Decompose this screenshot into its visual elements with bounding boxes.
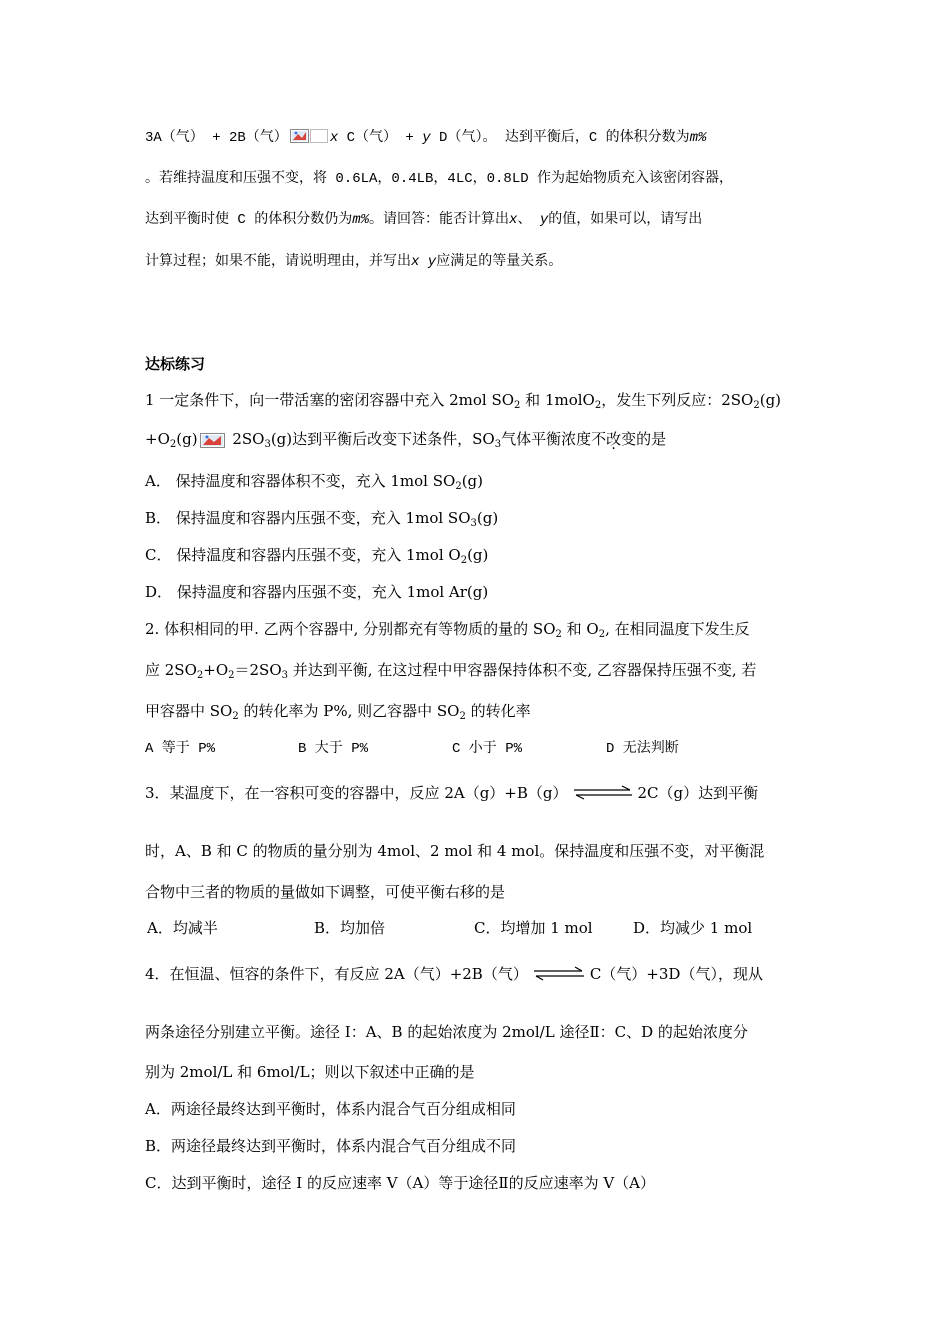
var-x: x bbox=[509, 212, 518, 228]
text-span: ＝2SO bbox=[234, 661, 282, 679]
intro-line-1 bbox=[145, 128, 706, 148]
q3-stem-line-3: 合物中三者的物质的量做如下调整，可使平衡右移的是 bbox=[145, 883, 506, 901]
reversible-arrow-icon bbox=[572, 784, 634, 805]
text-span: , 在相同温度下发生反 bbox=[605, 620, 750, 638]
var-m-percent: m% bbox=[689, 130, 707, 146]
subscript: 2 bbox=[196, 670, 204, 681]
text-span: 并达到平衡, 在这过程中甲容器保持体积不变, 乙容器保持压强不变, 若 bbox=[288, 661, 757, 679]
q4-option-a: A．两途径最终达到平衡时，体系内混合气百分组成相同 bbox=[145, 1100, 516, 1118]
text-span: 3A（气） + 2B（气） bbox=[145, 130, 288, 146]
q4-option-c: C．达到平衡时，途径 I 的反应速率 V（A）等于途径Ⅱ的反应速率为 V（A） bbox=[145, 1174, 656, 1192]
q1-option-c bbox=[145, 545, 488, 565]
section-title: 达标练习 bbox=[145, 355, 206, 373]
text-span: (g) bbox=[461, 472, 483, 490]
text-span: 。请回答：能否计算出 bbox=[369, 212, 510, 228]
text-span: A． 保持温度和容器体积不变，充入 1mol SO bbox=[145, 472, 456, 490]
q1-option-d: D． 保持温度和容器内压强不变，充入 1mol Ar(g) bbox=[145, 583, 489, 601]
text-span: B． 保持温度和容器内压强不变，充入 1mol SO bbox=[145, 509, 471, 527]
intro-line-4 bbox=[145, 252, 562, 272]
text-span: +O bbox=[203, 661, 229, 679]
text-span: 达到平衡时使 C 的体积分数仍为 bbox=[145, 212, 353, 228]
subscript: 3 bbox=[281, 670, 289, 681]
text-span: +O bbox=[145, 430, 170, 448]
q1-stem-line-2 bbox=[145, 429, 666, 449]
q2-stem-line-2 bbox=[145, 660, 756, 680]
subscript: 2 bbox=[460, 555, 468, 566]
text-span: 的转化率为 P%, 则乙容器中 SO bbox=[238, 702, 460, 720]
text-span: 3．某温度下，在一容积可变的容器中，反应 2A（g）+B（g） bbox=[145, 784, 568, 802]
text-span: 计算过程；如果不能，请说明理由，并写出 bbox=[145, 254, 411, 270]
broken-image-icon bbox=[200, 432, 226, 446]
subscript: 3 bbox=[470, 518, 477, 529]
var-y: y bbox=[539, 212, 549, 228]
q3-option-c: C．均增加 1 mol bbox=[474, 919, 593, 937]
text-span: (g)达到平衡后改变下述条件，SO bbox=[270, 430, 495, 448]
text-span: 的值，如果可以，请写出 bbox=[548, 212, 703, 228]
text-span: 4．在恒温、恒容的条件下，有反应 2A（气）+2B（气） bbox=[145, 965, 528, 983]
q4-stem-line-2: 两条途径分别建立平衡。途径 I：A、B 的起始浓度为 2mol/L 途径Ⅱ：C、D 的起始浓度分 bbox=[145, 1023, 748, 1041]
text-span: 甲容器中 SO bbox=[145, 702, 233, 720]
q4-option-b: B．两途径最终达到平衡时，体系内混合气百分组成不同 bbox=[145, 1137, 517, 1155]
q1-option-b bbox=[145, 508, 498, 528]
q2-option-d: D 无法判断 bbox=[606, 741, 679, 757]
subscript: 3 bbox=[494, 439, 502, 450]
q3-option-b: B．均加倍 bbox=[314, 919, 386, 937]
text-span: 应满足的等量关系。 bbox=[436, 254, 563, 270]
text-span: C（气） + bbox=[338, 130, 423, 146]
text-span: 2C（g）达到平衡 bbox=[637, 784, 759, 802]
var-xy: x y bbox=[411, 254, 437, 270]
q2-option-a: A 等于 P% bbox=[145, 741, 216, 757]
emphasis-dotted-text: 不改变 bbox=[591, 430, 637, 448]
text-span: (g) bbox=[759, 391, 782, 409]
var-x: x bbox=[329, 130, 339, 146]
text-span: 1 一定条件下，向一带活塞的密闭容器中充入 2mol SO bbox=[145, 391, 515, 409]
text-span: D（气）。 达到平衡后，C 的体积分数为 bbox=[430, 130, 690, 146]
text-span: 、 bbox=[517, 212, 540, 228]
subscript: 2 bbox=[232, 711, 239, 722]
text-span: (g) bbox=[476, 509, 499, 527]
subscript: 2 bbox=[598, 629, 606, 640]
q3-stem-line-2: 时，A、B 和 C 的物质的量分别为 4mol、2 mol 和 4 mol。保持温度和压强不变，对平衡混 bbox=[145, 842, 765, 860]
text-span: 的转化率 bbox=[465, 702, 531, 720]
var-m-percent: m% bbox=[352, 212, 370, 228]
text-span: 2. 体积相同的甲. 乙两个容器中, 分别都充有等物质的量的 SO bbox=[145, 620, 556, 638]
reversible-arrow-icon bbox=[532, 965, 586, 986]
q4-stem-line-3: 别为 2mol/L 和 6mol/L；则以下叙述中正确的是 bbox=[145, 1063, 475, 1081]
broken-image-icon bbox=[290, 129, 328, 143]
subscript: 2 bbox=[555, 629, 562, 640]
text-span: C（气）+3D（气），现从 bbox=[589, 965, 763, 983]
text-span: (g) bbox=[176, 430, 198, 448]
q3-stem-line-1 bbox=[145, 783, 758, 805]
subscript: 2 bbox=[455, 481, 462, 492]
intro-line-3 bbox=[145, 210, 702, 230]
var-y: y bbox=[422, 130, 431, 146]
text-span: 应 2SO bbox=[145, 661, 197, 679]
subscript: 2 bbox=[594, 400, 602, 411]
q3-option-d: D．均减少 1 mol bbox=[633, 919, 753, 937]
text-span: C． 保持温度和容器内压强不变，充入 1mol O bbox=[145, 546, 461, 564]
q1-option-a bbox=[145, 471, 483, 491]
q1-stem-line-1 bbox=[145, 390, 781, 410]
intro-line-2: 。若维持温度和压强不变，将 0.6LA，0.4LB，4LC，0.8LD 作为起始物质充入该密闭容器， bbox=[145, 171, 734, 187]
subscript: 2 bbox=[459, 711, 466, 722]
subscript: 3 bbox=[264, 439, 271, 450]
subscript: 2 bbox=[169, 439, 177, 450]
q4-stem-line-1 bbox=[145, 964, 763, 986]
subscript: 2 bbox=[514, 400, 521, 411]
text-span: 气体平衡浓度 bbox=[501, 430, 592, 448]
subscript: 2 bbox=[228, 670, 235, 681]
q3-option-a: A．均减半 bbox=[147, 919, 218, 937]
text-span: 和 1molO bbox=[520, 391, 595, 409]
text-span: 和 O bbox=[561, 620, 599, 638]
q2-stem-line-1 bbox=[145, 619, 750, 639]
q2-option-c: C 小于 P% bbox=[452, 741, 523, 757]
text-span: ，发生下列反应：2SO bbox=[601, 391, 754, 409]
text-span: 2SO bbox=[227, 430, 265, 448]
subscript: 2 bbox=[753, 400, 760, 411]
q2-option-b: B 大于 P% bbox=[298, 741, 369, 757]
text-span: (g) bbox=[467, 546, 489, 564]
q2-stem-line-3 bbox=[145, 701, 531, 721]
text-span: 的是 bbox=[636, 430, 667, 448]
